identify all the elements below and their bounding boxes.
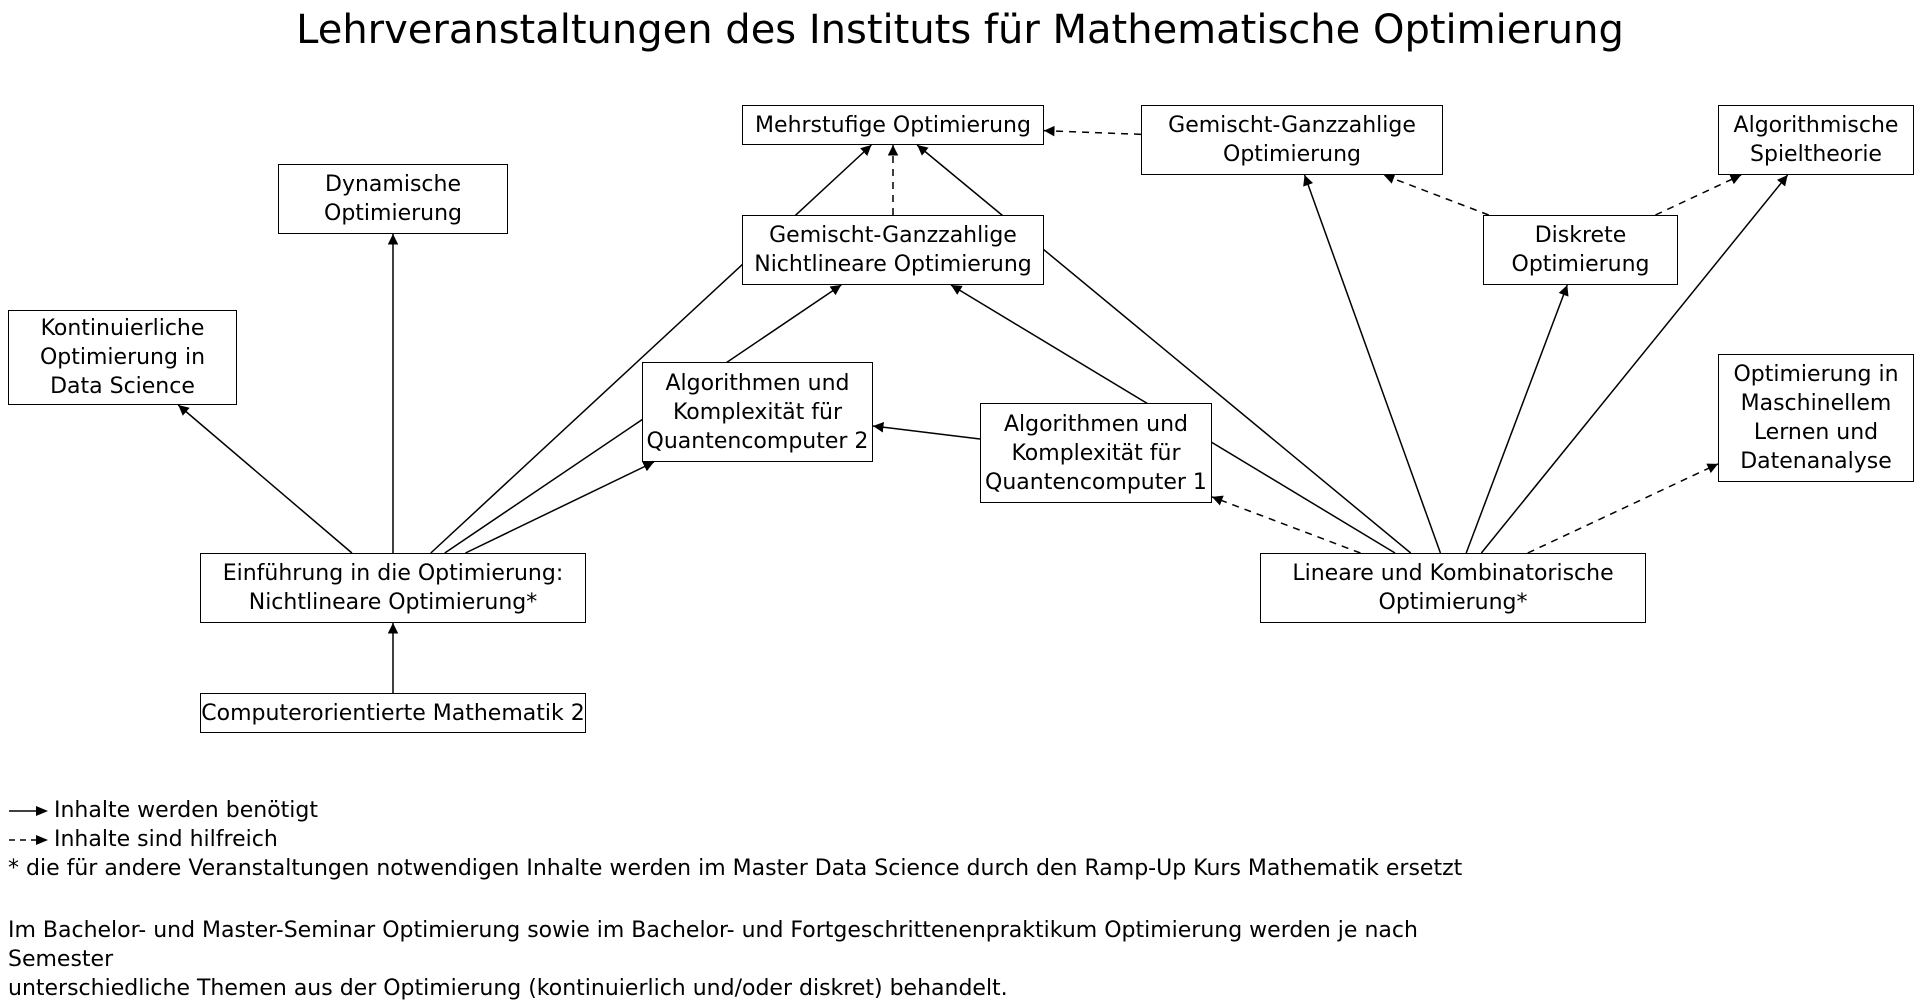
edge-lineare_kombinatorische-to-quanten_1: [1212, 497, 1360, 553]
legend: [8, 796, 1462, 883]
dashed-arrow-icon: [8, 833, 50, 847]
node-gemischt-ganzzahlige-nichtlineare-optimierung: Gemischt-Ganzzahlige Nichtlineare Optimierung: [742, 215, 1044, 285]
edge-diskrete-to-algorithmische_spieltheorie: [1655, 175, 1741, 215]
node-mehrstufige-optimierung: Mehrstufige Optimierung: [742, 105, 1044, 145]
diagram-title: Lehrveranstaltungen des Instituts für Mathematische Optimierung: [296, 7, 1624, 53]
node-optimierung-maschinelles-lernen: Optimierung in Maschinellem Lernen und Datenanalyse: [1718, 354, 1914, 482]
node-gemischt-ganzzahlige-optimierung: Gemischt-Ganzzahlige Optimierung: [1141, 105, 1443, 175]
node-dynamische-optimierung: Dynamische Optimierung: [278, 164, 508, 234]
edge-diskrete-to-gemischt_ganzzahlige: [1384, 175, 1489, 215]
node-kontinuierliche-optimierung-data-science: Kontinuierliche Optimierung in Data Science: [8, 310, 237, 405]
edge-lineare_kombinatorische-to-diskrete: [1466, 285, 1567, 553]
node-quantencomputer-1: Algorithmen und Komplexität für Quantencomputer 1: [980, 403, 1212, 503]
seminar-note: Im Bachelor- und Master-Seminar Optimierung sowie im Bachelor- und Fortgeschrittenenpraktikum Optimierung werden je nach Semester unterschiedliche Themen aus der Optimierung (kontinuierlich und/oder diskret) behandelt.: [8, 918, 1418, 1001]
node-quantencomputer-2: Algorithmen und Komplexität für Quantencomputer 2: [642, 362, 873, 462]
node-diskrete-optimierung: Diskrete Optimierung: [1483, 215, 1678, 285]
edge-gemischt_ganzzahlige-to-mehrstufige: [1044, 131, 1141, 135]
legend-footnote: * die für andere Veranstaltungen notwendigen Inhalte werden im Master Data Science durch den Ramp-Up Kurs Mathematik ersetzt: [8, 856, 1463, 881]
edge-quanten_1-to-quanten_2: [873, 426, 980, 439]
edge-lineare_kombinatorische-to-gemischt_ganzzahlige: [1305, 175, 1441, 553]
edge-lineare_kombinatorische-to-maschinelles_lernen: [1528, 464, 1718, 553]
legend-required: [8, 796, 1462, 825]
solid-arrow-icon: [8, 804, 50, 818]
legend-required-label: Inhalte werden benötigt: [54, 798, 318, 823]
legend-helpful: [8, 825, 1462, 854]
node-algorithmische-spieltheorie: Algorithmische Spieltheorie: [1718, 105, 1914, 175]
node-computerorientierte-mathematik-2: Computerorientierte Mathematik 2: [200, 693, 586, 733]
node-lineare-kombinatorische-optimierung: Lineare und Kombinatorische Optimierung*: [1260, 553, 1646, 623]
node-einfuehrung-nichtlineare-optimierung: Einführung in die Optimierung: Nichtlineare Optimierung*: [200, 553, 586, 623]
legend-helpful-label: Inhalte sind hilfreich: [54, 827, 278, 852]
edge-einfuehrung_nichtlinear-to-kontinuierliche_ds: [178, 405, 352, 553]
